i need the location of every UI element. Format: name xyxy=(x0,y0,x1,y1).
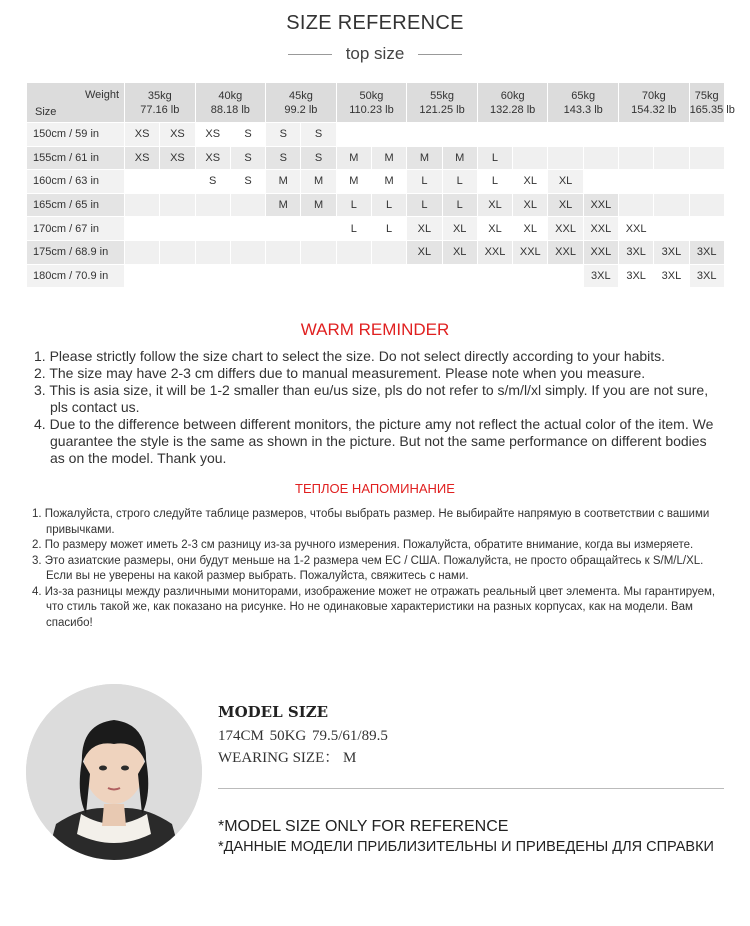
reminder-item: 4. Due to the difference between different monitors, the picture amy not reflect the actual color of the item. We guarantee the style is the same as shown in the picture. But not the same performance on different bodies as on the model. Thank you. xyxy=(34,416,714,466)
page-title: SIZE REFERENCE xyxy=(286,12,464,34)
size-cell: XXL xyxy=(618,217,653,241)
size-cell xyxy=(160,170,195,194)
weight-header xyxy=(125,83,196,123)
size-cell xyxy=(407,264,442,288)
size-cell: S xyxy=(195,170,230,194)
model-note-ru: *ДАННЫЕ МОДЕЛИ ПРИБЛИЗИТЕЛЬНЫ И ПРИВЕДЕНЫ ДЛЯ СПРАВКИ xyxy=(218,839,714,855)
size-cell: L xyxy=(407,193,442,217)
size-cell xyxy=(548,123,583,147)
size-cell: XS xyxy=(160,123,195,147)
size-cell xyxy=(160,217,195,241)
chart-row xyxy=(27,146,725,170)
size-cell: 3XL xyxy=(689,264,724,288)
size-cell xyxy=(371,123,406,147)
size-cell xyxy=(689,123,724,147)
size-cell xyxy=(125,240,160,264)
weight-lb: 77.16 lb xyxy=(140,104,180,116)
size-cell: S xyxy=(230,146,265,170)
size-cell xyxy=(301,240,336,264)
size-cell: L xyxy=(371,193,406,217)
size-cell xyxy=(548,264,583,288)
size-cell: 3XL xyxy=(654,240,689,264)
model-size-title: MODEL SIZE xyxy=(218,703,329,721)
size-cell: L xyxy=(442,193,477,217)
weight-header xyxy=(548,83,619,123)
height-label: 175cm / 68.9 in xyxy=(27,240,125,264)
reminder-ru-item: 2. По размеру может иметь 2-3 см разницу из-за ручного измерения. Пожалуйста, обратите внимание, когда вы измеряете. xyxy=(32,539,694,551)
size-cell xyxy=(513,264,548,288)
size-cell xyxy=(442,264,477,288)
weight-kg: 65kg xyxy=(571,90,596,102)
size-cell xyxy=(160,264,195,288)
chart-row xyxy=(27,217,725,241)
size-cell: XL xyxy=(513,170,548,194)
chart-row xyxy=(27,193,725,217)
size-cell: M xyxy=(407,146,442,170)
weight-kg: 50kg xyxy=(359,90,384,102)
size-cell: M xyxy=(336,170,371,194)
size-cell xyxy=(336,240,371,264)
size-cell: XXL xyxy=(548,240,583,264)
size-cell xyxy=(583,123,618,147)
size-cell: M xyxy=(336,146,371,170)
size-cell: L xyxy=(477,146,512,170)
size-cell xyxy=(230,217,265,241)
size-cell: XL xyxy=(548,170,583,194)
size-cell: XL xyxy=(442,240,477,264)
page-subtitle: top size xyxy=(345,44,405,63)
size-cell: XXL xyxy=(583,217,618,241)
size-cell: XXL xyxy=(583,240,618,264)
size-cell xyxy=(654,170,689,194)
size-cell: M xyxy=(266,170,301,194)
size-cell xyxy=(477,123,512,147)
size-cell: XXL xyxy=(477,240,512,264)
size-cell: XXL xyxy=(548,217,583,241)
model-note-en: *MODEL SIZE ONLY FOR REFERENCE xyxy=(218,818,509,835)
weight-header xyxy=(336,83,407,123)
size-cell xyxy=(125,193,160,217)
size-cell: XS xyxy=(195,123,230,147)
size-cell: 3XL xyxy=(618,240,653,264)
height-label: 150cm / 59 in xyxy=(27,123,125,147)
chart-corner xyxy=(27,83,125,123)
size-cell xyxy=(513,123,548,147)
weight-lb: 88.18 lb xyxy=(210,104,250,116)
size-cell: M xyxy=(371,170,406,194)
size-cell xyxy=(230,264,265,288)
weight-header xyxy=(689,83,735,123)
size-cell xyxy=(689,146,724,170)
size-cell xyxy=(583,146,618,170)
size-cell xyxy=(195,217,230,241)
weight-kg: 70kg xyxy=(641,90,666,102)
size-cell xyxy=(689,193,724,217)
size-cell: 3XL xyxy=(654,264,689,288)
weight-kg: 45kg xyxy=(288,90,313,102)
weight-lb: 154.32 lb xyxy=(631,104,677,116)
size-cell xyxy=(301,217,336,241)
size-cell: XS xyxy=(125,146,160,170)
weight-lb: 121.25 lb xyxy=(419,104,465,116)
weight-header xyxy=(407,83,478,123)
size-cell xyxy=(125,170,160,194)
size-cell xyxy=(266,240,301,264)
size-cell xyxy=(654,217,689,241)
divider-left xyxy=(288,54,332,55)
size-cell xyxy=(548,146,583,170)
reminder-item: 3. This is asia size, it will be 1-2 smaller than eu/us size, pls do not refer to s/m/l/xl simply. If you are not sure, pls contact us. xyxy=(34,382,709,415)
size-cell xyxy=(160,193,195,217)
size-cell: XL xyxy=(407,240,442,264)
warm-reminder-ru-list xyxy=(32,507,732,631)
divider xyxy=(218,788,724,789)
size-cell: XS xyxy=(195,146,230,170)
weight-header xyxy=(195,83,266,123)
size-cell: M xyxy=(301,170,336,194)
height-label: 170cm / 67 in xyxy=(27,217,125,241)
weight-lb: 110.23 lb xyxy=(349,104,394,116)
size-cell xyxy=(301,264,336,288)
size-cell: S xyxy=(230,123,265,147)
chart-row xyxy=(27,264,725,288)
size-cell xyxy=(336,123,371,147)
size-cell: S xyxy=(230,170,265,194)
size-cell: XL xyxy=(513,217,548,241)
size-cell xyxy=(407,123,442,147)
height-label: 165cm / 65 in xyxy=(27,193,125,217)
size-cell: M xyxy=(371,146,406,170)
weight-header xyxy=(618,83,689,123)
warm-reminder-ru-title: ТЕПЛОЕ НАПОМИНАНИЕ xyxy=(295,481,455,496)
weight-kg: 35kg xyxy=(147,90,172,102)
size-cell: XL xyxy=(477,193,512,217)
subtitle-row xyxy=(0,44,750,64)
size-cell xyxy=(160,240,195,264)
size-cell xyxy=(689,217,724,241)
size-cell xyxy=(266,217,301,241)
weight-kg: 60kg xyxy=(500,90,525,102)
size-header-label: Size xyxy=(35,106,57,118)
size-cell xyxy=(654,123,689,147)
size-cell xyxy=(371,264,406,288)
reminder-item: 1. Please strictly follow the size chart to select the size. Do not select directly according to your habits. xyxy=(34,348,666,364)
size-cell: L xyxy=(371,217,406,241)
divider-right xyxy=(418,54,462,55)
warm-reminder-title: WARM REMINDER xyxy=(300,320,450,339)
size-cell xyxy=(442,123,477,147)
size-cell: L xyxy=(407,170,442,194)
size-cell: 3XL xyxy=(618,264,653,288)
size-cell: XS xyxy=(160,146,195,170)
warm-reminder-list xyxy=(34,348,724,467)
weight-kg: 40kg xyxy=(218,90,243,102)
reminder-ru-item: 4. Из-за разницы между различными мониторами, изображение может не отражать реальный цвет элемента. Мы гарантируем, что стиль такой же, как показано на рисунке. Но не одинаковые характеристики на разных корпусах, как на модели. Вам спасибо! xyxy=(32,585,716,629)
size-cell xyxy=(336,264,371,288)
size-cell: S xyxy=(266,123,301,147)
size-cell: XL xyxy=(442,217,477,241)
height-label: 155cm / 61 in xyxy=(27,146,125,170)
size-cell xyxy=(195,193,230,217)
size-cell xyxy=(125,217,160,241)
size-cell: M xyxy=(442,146,477,170)
size-cell xyxy=(195,264,230,288)
size-cell xyxy=(513,146,548,170)
size-cell xyxy=(689,170,724,194)
model-photo xyxy=(26,684,202,860)
weight-kg: 55kg xyxy=(430,90,454,102)
size-cell: XL xyxy=(477,217,512,241)
size-cell: 3XL xyxy=(689,240,724,264)
height-label: 180cm / 70.9 in xyxy=(27,264,125,288)
model-illustration xyxy=(26,684,202,860)
size-cell: L xyxy=(336,193,371,217)
size-cell xyxy=(618,170,653,194)
size-cell xyxy=(125,264,160,288)
size-cell xyxy=(654,193,689,217)
size-cell xyxy=(266,264,301,288)
size-cell: XL xyxy=(407,217,442,241)
height-label: 160cm / 63 in xyxy=(27,170,125,194)
size-cell: XL xyxy=(548,193,583,217)
chart-row xyxy=(27,123,725,147)
weight-header xyxy=(266,83,337,123)
weight-header-label: Weight xyxy=(85,89,120,101)
size-cell: M xyxy=(301,193,336,217)
size-cell xyxy=(618,193,653,217)
size-cell: XXL xyxy=(513,240,548,264)
weight-kg: 75kg xyxy=(694,90,719,102)
size-cell: S xyxy=(266,146,301,170)
weight-header xyxy=(477,83,548,123)
model-measurements: 174CM 50KG 79.5/61/89.5 xyxy=(218,728,388,744)
size-cell: S xyxy=(301,123,336,147)
weight-lb: 165.35 lb xyxy=(689,104,735,116)
size-cell: M xyxy=(266,193,301,217)
size-cell: XS xyxy=(125,123,160,147)
size-cell xyxy=(618,123,653,147)
size-cell xyxy=(371,240,406,264)
size-cell: 3XL xyxy=(583,264,618,288)
size-cell xyxy=(477,264,512,288)
size-cell xyxy=(618,146,653,170)
size-cell: XL xyxy=(513,193,548,217)
size-cell: L xyxy=(442,170,477,194)
size-cell xyxy=(583,170,618,194)
size-chart-table xyxy=(26,82,735,288)
size-cell: S xyxy=(301,146,336,170)
chart-row xyxy=(27,170,725,194)
reminder-ru-item: 3. Это азиатские размеры, они будут меньше на 1-2 размера чем ЕС / США. Пожалуйста, не просто обращайтесь к S/M/L/XL. Если вы не уверены на какой размер выбрать. Пожалуйста, свяжитесь с нами. xyxy=(32,554,704,582)
reminder-item: 2. The size may have 2-3 cm differs due to manual measurement. Please note when you measure. xyxy=(34,365,646,381)
weight-lb: 132.28 lb xyxy=(490,104,536,116)
size-cell: L xyxy=(477,170,512,194)
size-cell xyxy=(230,240,265,264)
weight-lb: 99.2 lb xyxy=(284,104,318,116)
size-cell xyxy=(654,146,689,170)
size-cell xyxy=(230,193,265,217)
size-cell: XXL xyxy=(583,193,618,217)
weight-lb: 143.3 lb xyxy=(563,104,603,116)
size-cell xyxy=(195,240,230,264)
reminder-ru-item: 1. Пожалуйста, строго следуйте таблице размеров, чтобы выбрать размер. Не выбирайте напрямую в соответствии с вашими привычками. xyxy=(32,508,710,536)
chart-row xyxy=(27,240,725,264)
model-wearing-size: WEARING SIZE： M xyxy=(218,750,357,766)
size-cell: L xyxy=(336,217,371,241)
chart-header-row xyxy=(27,83,725,123)
